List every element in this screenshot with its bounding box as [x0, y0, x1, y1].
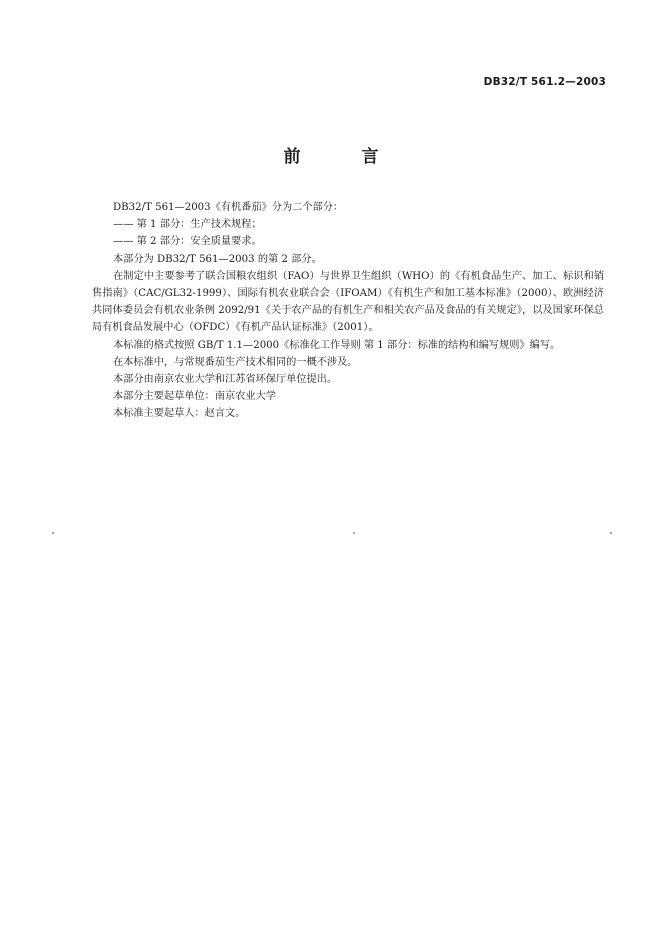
proposer-statement: 本部分由南京农业大学和江苏省环保厅单位提出。	[113, 374, 338, 386]
document-body	[92, 199, 604, 423]
references-paragraph: 在制定中主要参考了联合国粮农组织（FAO）与世界卫生组织（WHO）的《有机食品生产、加工、标识和销售指南》（CAC/GL32-1999）、国际有机农业联合会（IFOAM）《有机生产和加工基本标准》（2000）、欧洲经济共同体委员会有机农业条例 2092/91《关于农产品的有机生产和相关农产品及食品的有关规定》，以及国家环保总局有机食品发展中心（OFDC）《有机产品认证标准》（2001）。	[92, 270, 604, 334]
scan-dot	[353, 532, 355, 534]
drafter: 本标准主要起草人：赵言文。	[113, 408, 246, 420]
scope-note: 在本标准中，与常规番茄生产技术相同的一概不涉及。	[113, 356, 358, 368]
standard-code: DB32/T 561.2—2003	[483, 76, 606, 88]
intro-paragraph: DB32/T 561—2003《有机番茄》分为二个部分：	[113, 202, 344, 213]
scan-artifact-dots	[0, 528, 662, 538]
part-statement: 本部分为 DB32/T 561—2003 的第 2 部分。	[113, 253, 322, 265]
scan-dot	[52, 532, 54, 534]
list-item-part-1: —— 第 1 部分：生产技术规程；	[113, 219, 262, 231]
scan-dot	[610, 532, 612, 534]
drafting-unit: 本部分主要起草单位：南京农业大学	[113, 391, 276, 403]
page-title: 前 言	[283, 147, 401, 167]
list-item-part-2: —— 第 2 部分：安全质量要求。	[113, 236, 262, 248]
format-paragraph: 本标准的格式按照 GB/T 1.1—2000《标准化工作导则 第 1 部分：标准的结构和编写规则》编写。	[113, 339, 561, 351]
